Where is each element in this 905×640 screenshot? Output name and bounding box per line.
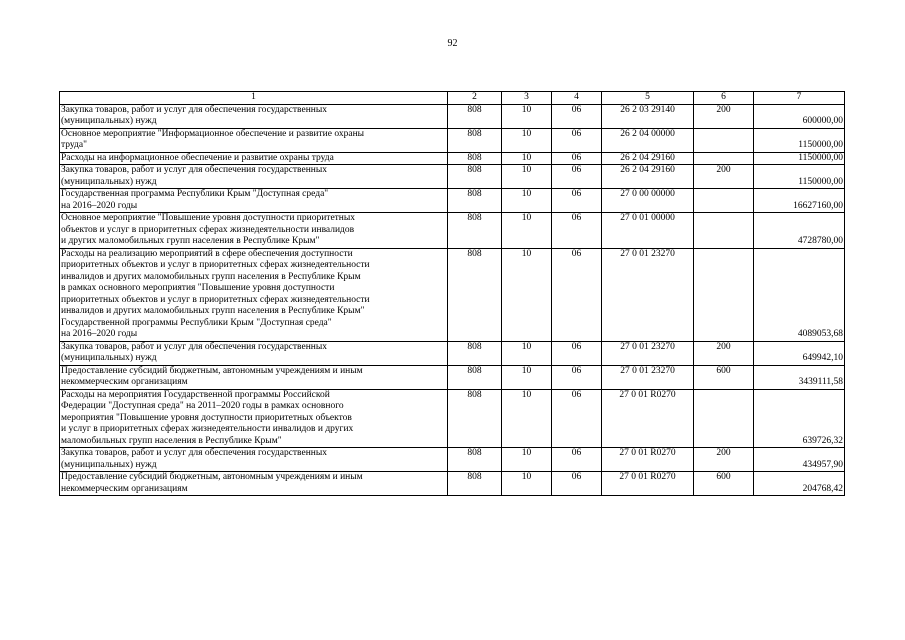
row-subsection: 06: [552, 472, 602, 496]
row-amount: 4089053,68: [754, 248, 845, 341]
row-name: Основное мероприятие "Повышение уровня доступности приоритетных объектов и услуг в приоритетных сферах жизнедеятельности инвалидов и других маломобильных групп населения в Республике Крым": [60, 213, 448, 249]
table-row: [60, 341, 845, 365]
table-row: [60, 189, 845, 213]
row-code-gov: 808: [448, 213, 502, 249]
table-row: [60, 128, 845, 152]
row-section: 10: [502, 165, 552, 189]
row-expense-type: [694, 152, 754, 165]
row-name: Предоставление субсидий бюджетным, автономным учреждениям и иным некоммерческим организациям: [60, 472, 448, 496]
row-amount: 1150000,00: [754, 152, 845, 165]
row-code-gov: 808: [448, 365, 502, 389]
row-target-article: 26 2 04 29160: [602, 152, 694, 165]
row-code-gov: 808: [448, 165, 502, 189]
row-subsection: 06: [552, 128, 602, 152]
column-header: 6: [694, 92, 754, 105]
row-target-article: 27 0 01 23270: [602, 365, 694, 389]
row-code-gov: 808: [448, 104, 502, 128]
row-expense-type: [694, 189, 754, 213]
row-name: Расходы на мероприятия Государственной программы Российской Федерации "Доступная среда" на 2011–2020 годы в рамках основного мероприятия "Повышение уровня доступности приоритетных объектов и услуг в приоритетных сферах жизнедеятельности инвалидов и других маломобильных групп населения в Республике Крым": [60, 389, 448, 448]
table-row: [60, 104, 845, 128]
row-expense-type: 200: [694, 448, 754, 472]
row-name: Предоставление субсидий бюджетным, автономным учреждениям и иным некоммерческим организациям: [60, 365, 448, 389]
page-number: 92: [447, 38, 458, 49]
row-name: Расходы на реализацию мероприятий в сфере обеспечения доступности приоритетных объектов и услуг в приоритетных сферах жизнедеятельности инвалидов и других маломобильных групп населения в Республике Крым в рамках основного мероприятия "Повышение уровня доступности приоритетных объектов и услуг в приоритетных сферах жизнедеятельности инвалидов и других маломобильных групп населения в Республике Крым" Государственной программы Республики Крым "Доступная среда" на 2016–2020 годы: [60, 248, 448, 341]
row-name: Закупка товаров, работ и услуг для обеспечения государственных (муниципальных) нужд: [60, 165, 448, 189]
budget-table: [59, 91, 845, 496]
row-target-article: 27 0 01 R0270: [602, 448, 694, 472]
table-row: [60, 248, 845, 341]
row-name: Расходы на информационное обеспечение и развитие охраны труда: [60, 152, 448, 165]
row-expense-type: [694, 389, 754, 448]
row-section: 10: [502, 128, 552, 152]
row-target-article: 27 0 01 00000: [602, 213, 694, 249]
row-subsection: 06: [552, 389, 602, 448]
row-target-article: 27 0 01 R0270: [602, 472, 694, 496]
row-amount: 649942,10: [754, 341, 845, 365]
table-row: [60, 152, 845, 165]
row-code-gov: 808: [448, 341, 502, 365]
row-subsection: 06: [552, 104, 602, 128]
column-header: 2: [448, 92, 502, 105]
row-section: 10: [502, 341, 552, 365]
row-name: Закупка товаров, работ и услуг для обеспечения государственных (муниципальных) нужд: [60, 341, 448, 365]
row-subsection: 06: [552, 213, 602, 249]
row-subsection: 06: [552, 189, 602, 213]
column-header: 7: [754, 92, 845, 105]
row-target-article: 27 0 01 R0270: [602, 389, 694, 448]
table-row: [60, 213, 845, 249]
row-expense-type: [694, 213, 754, 249]
row-amount: 3439111,58: [754, 365, 845, 389]
row-section: 10: [502, 213, 552, 249]
row-expense-type: 200: [694, 165, 754, 189]
row-code-gov: 808: [448, 189, 502, 213]
row-section: 10: [502, 104, 552, 128]
row-expense-type: [694, 128, 754, 152]
row-target-article: 27 0 01 23270: [602, 248, 694, 341]
row-subsection: 06: [552, 341, 602, 365]
row-expense-type: [694, 248, 754, 341]
column-header: 4: [552, 92, 602, 105]
row-target-article: 27 0 01 23270: [602, 341, 694, 365]
row-expense-type: 600: [694, 472, 754, 496]
row-section: 10: [502, 448, 552, 472]
row-expense-type: 200: [694, 104, 754, 128]
table-row: [60, 389, 845, 448]
table-row: [60, 165, 845, 189]
row-expense-type: 200: [694, 341, 754, 365]
row-code-gov: 808: [448, 128, 502, 152]
row-target-article: 26 2 04 00000: [602, 128, 694, 152]
row-amount: 600000,00: [754, 104, 845, 128]
row-section: 10: [502, 152, 552, 165]
row-subsection: 06: [552, 165, 602, 189]
row-code-gov: 808: [448, 472, 502, 496]
row-amount: 1150000,00: [754, 165, 845, 189]
row-expense-type: 600: [694, 365, 754, 389]
row-amount: 639726,32: [754, 389, 845, 448]
row-section: 10: [502, 248, 552, 341]
row-subsection: 06: [552, 248, 602, 341]
row-section: 10: [502, 472, 552, 496]
row-name: Основное мероприятие "Информационное обеспечение и развитие охраны труда": [60, 128, 448, 152]
row-code-gov: 808: [448, 248, 502, 341]
row-name: Государственная программа Республики Крым "Доступная среда" на 2016–2020 годы: [60, 189, 448, 213]
row-section: 10: [502, 189, 552, 213]
row-code-gov: 808: [448, 389, 502, 448]
row-target-article: 27 0 00 00000: [602, 189, 694, 213]
column-header: 1: [60, 92, 448, 105]
row-subsection: 06: [552, 448, 602, 472]
table-row: [60, 472, 845, 496]
table-header-row: [60, 92, 845, 105]
row-name: Закупка товаров, работ и услуг для обеспечения государственных (муниципальных) нужд: [60, 448, 448, 472]
row-amount: 434957,90: [754, 448, 845, 472]
row-section: 10: [502, 389, 552, 448]
row-target-article: 26 2 03 29140: [602, 104, 694, 128]
row-name: Закупка товаров, работ и услуг для обеспечения государственных (муниципальных) нужд: [60, 104, 448, 128]
row-target-article: 26 2 04 29160: [602, 165, 694, 189]
row-amount: 16627160,00: [754, 189, 845, 213]
row-amount: 4728780,00: [754, 213, 845, 249]
row-code-gov: 808: [448, 152, 502, 165]
row-section: 10: [502, 365, 552, 389]
row-amount: 204768,42: [754, 472, 845, 496]
column-header: 3: [502, 92, 552, 105]
row-subsection: 06: [552, 365, 602, 389]
table-row: [60, 448, 845, 472]
column-header: 5: [602, 92, 694, 105]
row-subsection: 06: [552, 152, 602, 165]
row-code-gov: 808: [448, 448, 502, 472]
row-amount: 1150000,00: [754, 128, 845, 152]
table-row: [60, 365, 845, 389]
